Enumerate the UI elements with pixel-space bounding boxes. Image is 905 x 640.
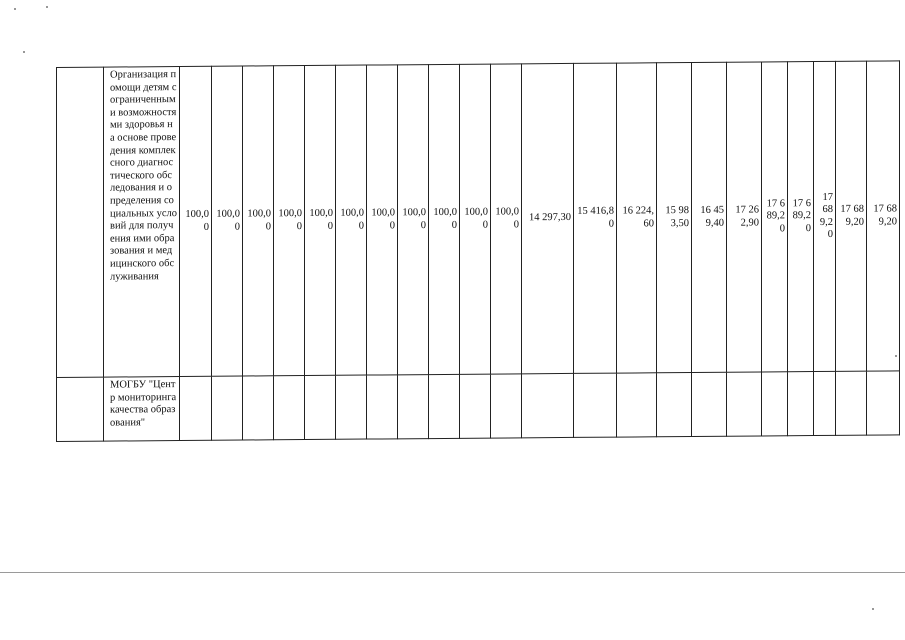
- value-cell: [212, 66, 243, 376]
- value-text: 100,00: [309, 207, 333, 232]
- value-cell: [491, 64, 522, 374]
- value-text: 15 983,50: [665, 205, 689, 229]
- value-cell: [574, 373, 617, 437]
- row-number-cell: [57, 377, 104, 441]
- value-cell: [727, 372, 762, 436]
- value-cell: [491, 374, 522, 438]
- value-cell: [814, 371, 836, 435]
- value-cell: [617, 373, 657, 437]
- value-cell: [367, 375, 398, 439]
- value-text: 16 224,60: [622, 205, 654, 229]
- value-text: 100,00: [371, 207, 395, 231]
- row-name-cell: [104, 67, 180, 378]
- table-row: [57, 371, 900, 442]
- budget-table: [56, 60, 900, 442]
- value-text: 100,00: [185, 208, 209, 233]
- value-cell: [788, 62, 814, 372]
- value-cell: [788, 372, 814, 436]
- value-text: 100,00: [340, 207, 364, 232]
- value-cell: [274, 376, 305, 440]
- value-text: 17 689,20: [873, 203, 897, 228]
- value-cell: [814, 61, 836, 371]
- value-cell: [867, 371, 900, 435]
- value-cell: [692, 62, 727, 372]
- value-cell: [180, 66, 212, 376]
- value-cell: [836, 61, 867, 371]
- value-cell: [574, 63, 617, 373]
- value-cell: [460, 374, 491, 438]
- value-cell: [429, 374, 460, 438]
- value-cell: [657, 63, 692, 373]
- value-text: 16 459,40: [700, 204, 724, 229]
- page-fold-line: [0, 572, 905, 573]
- value-cell: [762, 62, 788, 372]
- scan-speck: [46, 6, 48, 8]
- table-row: [57, 61, 900, 378]
- value-text: 100,00: [464, 206, 488, 231]
- value-cell: [243, 66, 274, 376]
- value-cell: [692, 372, 727, 436]
- row-name-text: МОГБУ "Центр мониторинга качества образования": [110, 379, 177, 429]
- scan-speck: [895, 355, 897, 357]
- scan-speck: [14, 8, 16, 10]
- value-cell: [212, 376, 243, 440]
- value-cell: [762, 372, 788, 436]
- value-cell: [180, 376, 212, 440]
- value-text: 17 689,20: [819, 191, 833, 240]
- scan-speck: [872, 608, 874, 610]
- value-cell: [522, 373, 574, 437]
- value-cell: [336, 375, 367, 439]
- value-text: 100,00: [495, 206, 519, 230]
- value-cell: [336, 65, 367, 375]
- value-cell: [305, 65, 336, 375]
- value-cell: [460, 64, 491, 374]
- value-text: 17 689,20: [792, 197, 811, 234]
- value-text: 17 262,90: [735, 204, 759, 229]
- value-cell: [657, 373, 692, 437]
- value-cell: [867, 61, 900, 371]
- value-cell: [367, 65, 398, 375]
- value-text: 15 416,80: [577, 205, 614, 230]
- value-cell: [522, 63, 574, 373]
- value-cell: [305, 375, 336, 439]
- value-text: 17 689,20: [766, 198, 785, 235]
- value-cell: [243, 376, 274, 440]
- value-cell: [398, 375, 429, 439]
- scan-speck: [23, 51, 25, 53]
- value-cell: [429, 64, 460, 374]
- row-name-cell: [104, 377, 180, 442]
- value-cell: [398, 65, 429, 375]
- value-text: 100,00: [402, 207, 426, 231]
- value-text: 100,00: [216, 208, 240, 233]
- value-text: 17 689,20: [840, 203, 864, 228]
- value-cell: [617, 63, 657, 373]
- value-cell: [727, 62, 762, 372]
- value-text: 14 297,30: [529, 212, 571, 224]
- value-text: 100,00: [247, 208, 271, 232]
- row-name-text: Организация помощи детям с ограниченными возможностями здоровья на основе проведения комплексного диагностического обследования и определения социальных условий для получения ими образования и медицинского обслуживания: [110, 69, 177, 283]
- value-text: 100,00: [433, 206, 457, 231]
- value-text: 100,00: [278, 208, 302, 232]
- row-number-cell: [57, 67, 104, 377]
- value-cell: [836, 371, 867, 435]
- value-cell: [274, 66, 305, 376]
